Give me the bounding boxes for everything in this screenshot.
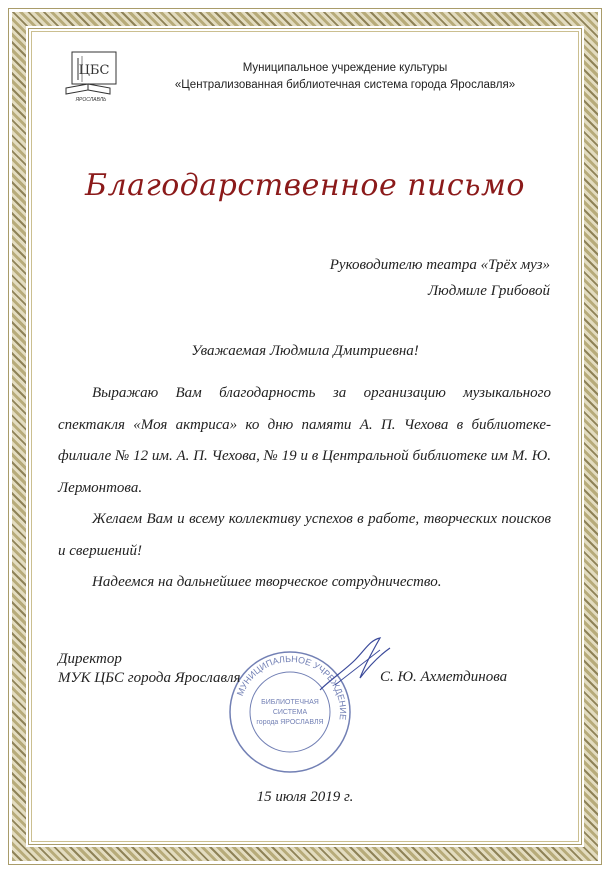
signatory-block (58, 650, 241, 688)
handwritten-signature (310, 630, 400, 700)
greeting: Уважаемая Людмила Дмитриевна! (191, 343, 419, 359)
signatory-name: С. Ю. Ахметдинова (380, 669, 508, 685)
logo-city: ЯРОСЛАВЛЬ (75, 97, 107, 103)
logo-letters: ЦБС (78, 63, 110, 78)
addressee (230, 252, 550, 304)
stamp-line2: СИСТЕМА (272, 709, 308, 716)
letter-title: Благодарственное письмо (85, 168, 525, 203)
body-paragraph-2: Желаем Вам и всему коллективу успехов в работе, творческих поисков и свершений! (58, 511, 551, 559)
body-paragraph-3: Надеемся на дальнейшее творческое сотрудничество. (92, 574, 442, 590)
addressee-line1: Руководителю театра «Трёх муз» (329, 257, 550, 273)
header-line2: «Централизованная библиотечная система города Ярославля» (174, 79, 516, 91)
stamp-ring-text: МУНИЦИПАЛЬНОЕ УЧРЕЖДЕНИЕ (234, 653, 349, 721)
library-logo (58, 44, 124, 104)
addressee-line2: Людмиле Грибовой (428, 283, 550, 299)
signatory-organization: МУК ЦБС города Ярославля (58, 670, 241, 686)
header-line1: Муниципальное учреждение культуры (242, 62, 448, 74)
body-paragraph-1: Выражаю Вам благодарность за организацию музыкального спектакля «Моя актриса» ко дню памяти А. П. Чехова в библиотеке-филиале № 12 им. А. П. Чехова, № 19 и в Центральной библиотеке им М. Ю. Лермонтова. (58, 385, 551, 496)
signatory-position: Директор (58, 651, 122, 667)
header (130, 60, 560, 94)
letter-body (58, 378, 551, 599)
stamp-line3: города ЯРОСЛАВЛЯ (256, 719, 324, 726)
letter-date: 15 июля 2019 г. (256, 789, 354, 805)
stamp-line1: БИБЛИОТЕЧНАЯ (261, 699, 319, 706)
